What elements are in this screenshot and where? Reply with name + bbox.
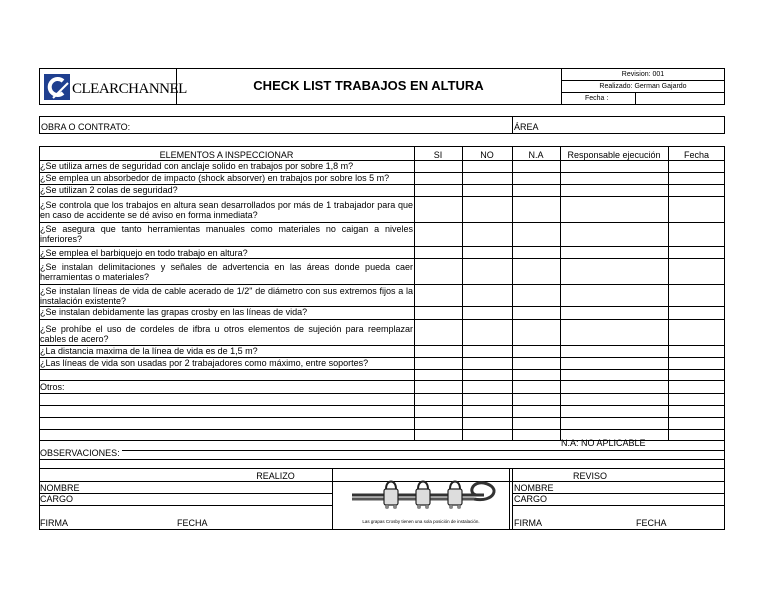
clearchannel-logo-icon — [44, 74, 70, 100]
page-title: CHECK LIST TRABAJOS EN ALTURA — [253, 78, 484, 93]
observaciones-box — [39, 441, 725, 469]
question-7: ¿Se instalan delimitaciones y señales de advertencia en las áreas donde pueda caer herramientas o materiales? — [40, 262, 413, 282]
crosby-clamp-image — [334, 473, 508, 529]
question-4: ¿Se controla que los trabajos en altura sean desarrollados por más de 1 trabajador para que en caso de accidente se dé aviso en forma inmediata? — [40, 200, 413, 220]
crosby-clamp-icon — [334, 473, 508, 517]
reviso-title: REVISO — [572, 471, 607, 481]
col-elementos: ELEMENTOS A INSPECCIONAR — [159, 150, 294, 160]
question-12: ¿Las líneas de vida son usadas por 2 trabajadores como máximo, entre soportes? — [40, 358, 369, 368]
realizo-title: REALIZO — [256, 471, 295, 481]
reviso-nombre: NOMBRE — [514, 483, 554, 493]
observaciones-label: OBSERVACIONES: — [40, 448, 120, 458]
realizo-cargo: CARGO — [40, 494, 74, 504]
reviso-fecha: FECHA — [636, 518, 667, 528]
logo-text: CLEARCHANNEL — [72, 81, 187, 97]
question-9: ¿Se instalan debidamente las grapas crosby en las líneas de vida? — [40, 307, 308, 317]
col-si: SI — [433, 150, 443, 160]
reviso-firma: FIRMA — [514, 518, 542, 528]
clearchannel-logo — [44, 73, 187, 101]
realizo-fecha: FECHA — [177, 518, 208, 528]
area-label: ÁREA — [514, 122, 539, 132]
revision-label: Revision: 001 — [621, 71, 665, 78]
col-no: NO — [480, 150, 494, 160]
col-na: N.A — [528, 150, 544, 160]
col-responsable: Responsable ejecución — [567, 150, 661, 160]
realizo-firma: FIRMA — [40, 518, 68, 528]
reviso-cargo: CARGO — [514, 494, 548, 504]
question-2: ¿Se emplea un absorbedor de impacto (shock absorver) en trabajos por sobre los 5 m? — [40, 173, 390, 183]
obra-label: OBRA O CONTRATO: — [41, 122, 131, 132]
header-fecha-label: Fecha : — [585, 95, 609, 102]
col-fecha: Fecha — [683, 150, 709, 160]
question-11: ¿La distancia maxima de la línea de vida es de 1,5 m? — [40, 346, 258, 356]
realizado-label: Realizado: German Gajardo — [599, 83, 687, 90]
otros-label: Otros: — [40, 382, 65, 392]
question-3: ¿Se utilizan 2 colas de seguridad? — [40, 185, 178, 195]
question-10: ¿Se prohíbe el uso de cordeles de ifbra u otros elementos de sujeción para reemplazar cables de acero? — [40, 324, 413, 344]
crosby-caption: Las grapas Crosby tienen una sola posición de instalación. — [362, 519, 480, 524]
question-5: ¿Se asegura que tanto herramientas manuales como materiales no caigan a niveles inferiores? — [40, 224, 413, 244]
na-note: N.A: NO APLICABLE — [561, 438, 646, 448]
question-8: ¿Se instalan líneas de vida de cable acerado de 1/2" de diámetro con sus extremos fijos a la instalación existente? — [40, 286, 413, 306]
obra-row — [39, 116, 725, 134]
question-6: ¿Se emplea el barbiquejo en todo trabajo en altura? — [40, 248, 248, 258]
question-1: ¿Se utiliza arnes de seguridad con anclaje solido en trabajos por sobre 1,8 m? — [40, 161, 354, 171]
realizo-nombre: NOMBRE — [40, 483, 80, 493]
